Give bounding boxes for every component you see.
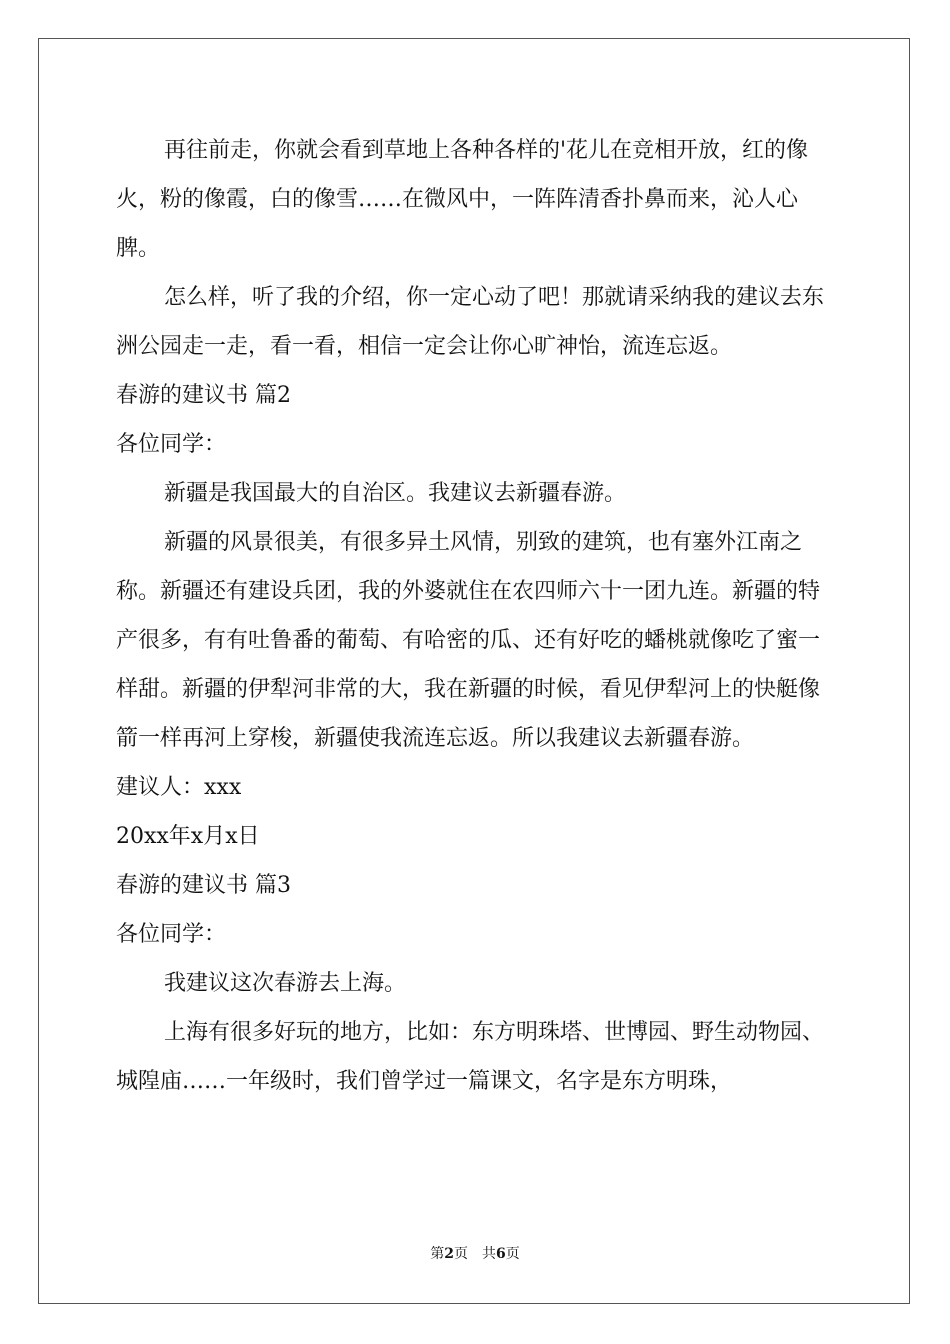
date-line: 20xx年x月x日 [116, 824, 260, 849]
page-footer [0, 1244, 950, 1264]
document-body [116, 126, 836, 1106]
paragraph-4: 新疆的风景很美，有很多异土风情，别致的建筑，也有塞外江南之称。新疆还有建设兵团，我的外婆就住在农四师六十一团九连。新疆的特产很多，有有吐鲁番的葡萄、有哈密的瓜、还有好吃的蟠桃就像吃了蜜一样甜。新疆的伊犁河非常的大，我在新疆的时候，看见伊犁河上的快艇像箭一样再河上穿梭，新疆使我流连忘返。所以我建议去新疆春游。 [116, 530, 821, 751]
paragraph-2: 怎么样，听了我的介绍，你一定心动了吧！那就请采纳我的建议去东洲公园走一走，看一看，相信一定会让你心旷神怡，流连忘返。 [116, 285, 825, 359]
salutation-3: 各位同学： [116, 922, 227, 947]
signature-line: 建议人：xxx [116, 775, 242, 800]
paragraph-3: 新疆是我国最大的自治区。我建议去新疆春游。 [164, 481, 627, 506]
page-prefix: 第 [430, 1246, 445, 1262]
paragraph-6: 上海有很多好玩的地方，比如：东方明珠塔、世博园、野生动物园、城隍庙……一年级时，我们曾学过一篇课文，名字是东方明珠， [116, 1020, 825, 1094]
page-suffix: 页 [505, 1246, 520, 1262]
page-current: 2 [444, 1246, 454, 1262]
paragraph-5: 我建议这次春游去上海。 [164, 971, 407, 996]
paragraph-1: 再往前走，你就会看到草地上各种各样的'花儿在竞相开放，红的像火，粉的像霞，白的像雪……在微风中，一阵阵清香扑鼻而来，沁人心脾。 [116, 138, 809, 261]
section-heading-3: 春游的建议书 篇3 [116, 873, 291, 898]
page-mid: 页 共 [454, 1246, 496, 1262]
page-total: 6 [496, 1246, 506, 1262]
salutation-2: 各位同学： [116, 432, 227, 457]
section-heading-2: 春游的建议书 篇2 [116, 383, 291, 408]
